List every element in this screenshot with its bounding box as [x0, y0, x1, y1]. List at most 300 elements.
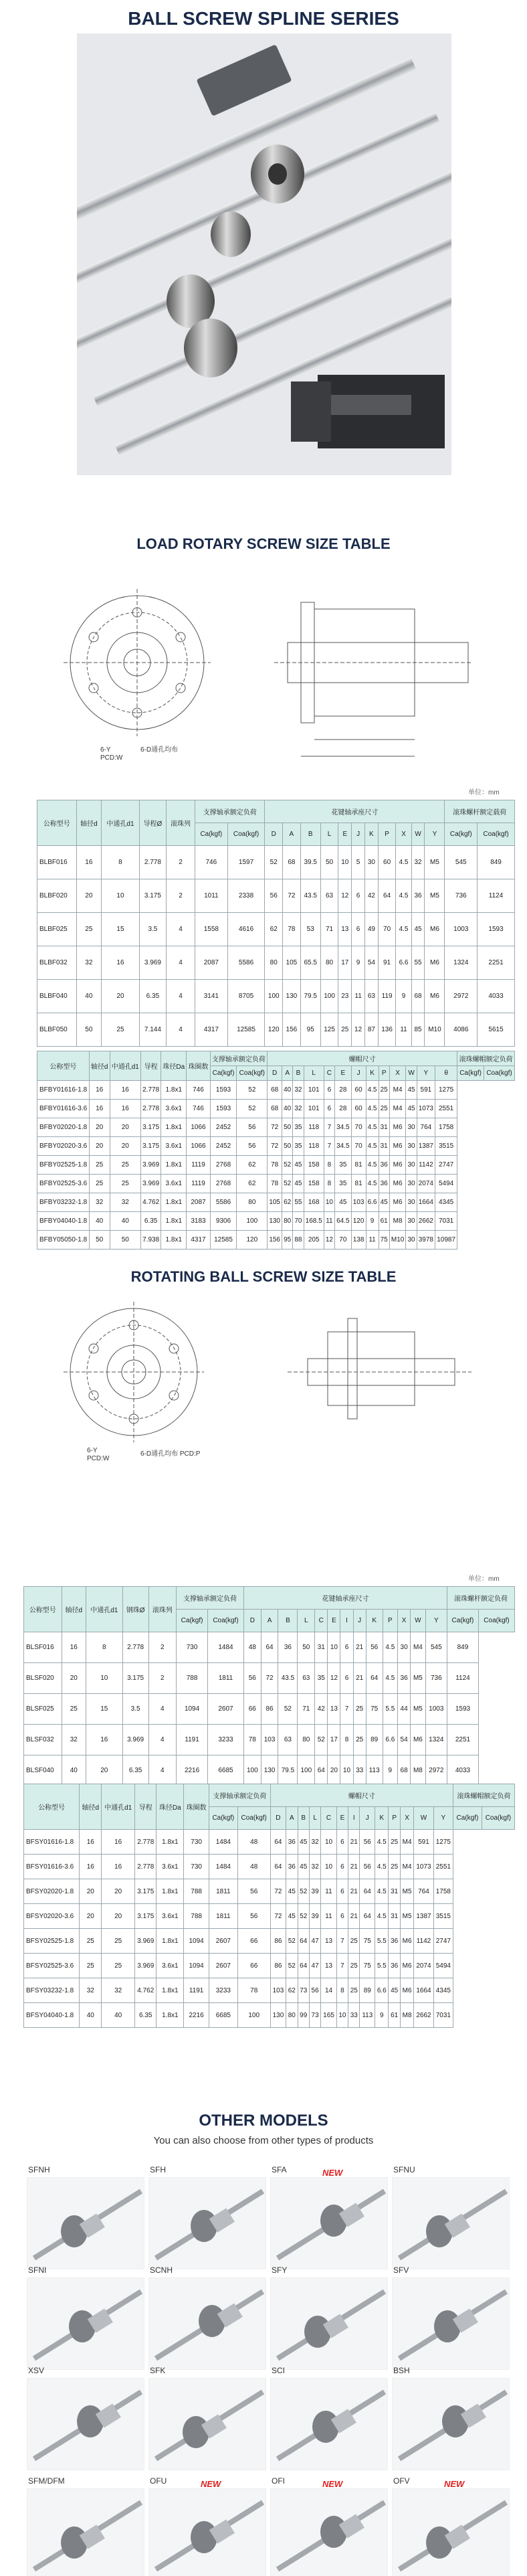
holes-label-1: 6-Y — [100, 746, 111, 754]
table-cell: 1.8x1 — [161, 1118, 187, 1137]
product-card[interactable] — [148, 2476, 266, 2576]
table-cell: 3.969 — [135, 1929, 156, 1954]
table-cell: 9 — [352, 946, 365, 980]
table-cell: 20 — [80, 1904, 102, 1929]
table-cell: 2747 — [433, 1929, 453, 1954]
table-header-cell: 公称型号 — [37, 1051, 90, 1081]
table-cell: BFBY02020-1.8 — [37, 1118, 90, 1137]
ball-screw-nut-image — [271, 2278, 389, 2371]
table-cell: 31 — [315, 1632, 328, 1663]
table-cell: 1593 — [447, 1694, 478, 1725]
table-cell: 7.938 — [141, 1231, 161, 1250]
table-cell: 48 — [243, 1632, 261, 1663]
table-cell: 21 — [348, 1855, 360, 1879]
table-cell: 63 — [320, 879, 338, 913]
table-cell: 45 — [298, 1855, 309, 1879]
table-cell: 65.5 — [300, 946, 320, 980]
table-header-cell: 支撑轴承额定负荷 — [210, 1051, 268, 1066]
table-cell: BFBY01616-3.6 — [37, 1100, 90, 1118]
table-cell: 4 — [148, 1755, 177, 1786]
table-cell: 1387 — [417, 1137, 435, 1156]
table-cell: 1324 — [445, 946, 478, 980]
product-card[interactable] — [270, 2165, 388, 2272]
table-cell: 2.778 — [135, 1855, 156, 1879]
table-cell: 3.175 — [141, 1137, 161, 1156]
table-header-cell: 中通孔d1 — [110, 1051, 140, 1081]
table-cell: 31 — [389, 1904, 400, 1929]
table-cell: 4 — [167, 1013, 195, 1047]
table-cell: 4.5 — [383, 1663, 397, 1694]
table-cell: 6.6 — [396, 946, 411, 980]
table-cell: 42 — [315, 1694, 328, 1725]
table-cell: 43.5 — [300, 879, 320, 913]
table-row — [24, 1879, 515, 1904]
table-cell: 4.5 — [375, 1830, 389, 1855]
table-cell: 16 — [76, 846, 102, 879]
table-cell: 91 — [378, 946, 396, 980]
product-card[interactable] — [392, 2476, 510, 2576]
table-cell: 40 — [89, 1212, 110, 1231]
table-cell: 3233 — [208, 1725, 244, 1755]
table-cell: 68 — [411, 980, 425, 1013]
table-cell: 30 — [406, 1118, 417, 1137]
table-cell: 52 — [237, 1081, 268, 1100]
table-cell: 52 — [286, 1954, 298, 1978]
table-cell: 99 — [298, 2003, 309, 2028]
table-cell: 730 — [177, 1632, 208, 1663]
table-header-cell: D — [265, 823, 283, 846]
pcd-label-2: PCD:W — [87, 1455, 110, 1462]
table-cell: 78 — [283, 913, 301, 946]
table-cell: 4345 — [433, 1978, 453, 2003]
table-cell: 13 — [338, 913, 352, 946]
table-cell: BLSF025 — [24, 1694, 62, 1725]
table-header-cell: 导程 — [135, 1784, 156, 1830]
other-models-title: OTHER MODELS — [199, 2112, 328, 2130]
product-image — [27, 2278, 144, 2370]
table-header-cell: X — [400, 1807, 413, 1830]
product-card[interactable] — [27, 2366, 144, 2473]
table-cell: 56 — [237, 1904, 270, 1929]
table-cell: 9 — [366, 1212, 379, 1231]
table-header-cell: 珠径Da — [161, 1051, 187, 1081]
table-cell: 71 — [298, 1694, 315, 1725]
table-header-cell: Coa(kgf) — [237, 1807, 270, 1830]
table-cell: 10 — [340, 1755, 353, 1786]
table-cell: 205 — [304, 1231, 324, 1250]
table-cell: 25 — [353, 1694, 366, 1725]
table-cell: M6 — [389, 1137, 406, 1156]
product-card[interactable] — [392, 2366, 510, 2473]
table-cell: 13 — [321, 1954, 336, 1978]
product-card-label: SFH — [150, 2165, 166, 2174]
table-header-cell: 轴径d — [76, 800, 102, 846]
product-image — [392, 2378, 510, 2470]
table-header-cell: 轴径d — [80, 1784, 102, 1830]
table-cell: BFSY02020-3.6 — [24, 1904, 80, 1929]
table-header-cell: 螺帽尺寸 — [268, 1051, 457, 1066]
table-cell: 20 — [80, 1879, 102, 1904]
table-cell: 48 — [237, 1830, 270, 1855]
table-cell: 1119 — [187, 1175, 210, 1193]
table-cell: 21 — [353, 1663, 366, 1694]
table-cell: 2087 — [187, 1193, 210, 1212]
table-cell: BFSY02525-1.8 — [24, 1929, 80, 1954]
table-cell: 64 — [315, 1755, 328, 1786]
table-header-cell: 公称型号 — [24, 1784, 80, 1830]
table-cell: 30 — [406, 1193, 417, 1212]
table-cell: 2768 — [210, 1175, 237, 1193]
table-header-cell: D — [270, 1807, 286, 1830]
table-cell: 1.8x1 — [156, 1830, 184, 1855]
table-header-cell: Coa(kgf) — [478, 823, 515, 846]
table-cell: 6 — [336, 1904, 348, 1929]
table-cell: 36 — [398, 1663, 411, 1694]
table-cell: BLSF040 — [24, 1755, 62, 1786]
table-cell: M5 — [411, 1663, 425, 1694]
ball-screw-nut-image — [27, 2379, 145, 2471]
table-header-cell: W — [411, 1610, 425, 1632]
table-cell: 56 — [237, 1879, 270, 1904]
table-cell: 4.5 — [366, 1137, 379, 1156]
other-models-subtitle: You can also choose from other types of products — [153, 2135, 374, 2146]
table-cell: 52 — [237, 1100, 268, 1118]
table-cell: 64.5 — [335, 1212, 352, 1231]
table-cell: 2074 — [414, 1954, 433, 1978]
table-cell: 4 — [148, 1725, 177, 1755]
table-header-cell: B — [298, 1807, 309, 1830]
table-row — [37, 846, 515, 879]
table-cell: 8 — [324, 1175, 334, 1193]
table-cell: 40 — [80, 2003, 102, 2028]
table-cell: 8 — [86, 1632, 122, 1663]
table-cell: 3.5 — [122, 1694, 148, 1725]
table-cell: 80 — [237, 1193, 268, 1212]
table-cell: 50 — [76, 1013, 102, 1047]
table-cell: 1664 — [414, 1978, 433, 2003]
table-header-cell: Ca(kgf) — [209, 1807, 238, 1830]
table-cell: 40 — [76, 980, 102, 1013]
table-cell: M6 — [425, 980, 445, 1013]
table-cell: 63 — [298, 1663, 315, 1694]
table-cell: 66 — [237, 1929, 270, 1954]
table-cell: 89 — [366, 1725, 383, 1755]
table-cell: 8705 — [227, 980, 265, 1013]
hero-product-image — [77, 33, 451, 475]
table-cell: 55 — [411, 946, 425, 980]
table-cell: 62 — [237, 1156, 268, 1175]
table-header-cell: Coa(kgf) — [484, 1066, 515, 1081]
table-cell: 2.778 — [139, 846, 166, 879]
table-cell: 3.969 — [135, 1954, 156, 1978]
table-cell: 7031 — [435, 1212, 457, 1231]
table-cell: 6.6 — [375, 1978, 389, 2003]
table-cell: M10 — [425, 1013, 445, 1047]
table-cell: 16 — [102, 1855, 135, 1879]
product-card[interactable] — [27, 2165, 144, 2272]
new-badge: NEW — [322, 2479, 343, 2489]
table-header-cell: P — [379, 1066, 389, 1081]
table-cell: BLSF032 — [24, 1725, 62, 1755]
product-card[interactable] — [270, 2476, 388, 2576]
table-cell: 3.6x1 — [156, 1954, 184, 1978]
table-cell: 54 — [364, 946, 378, 980]
table-header-cell: 轴径d — [62, 1587, 86, 1632]
table-cell: 3233 — [209, 1978, 238, 2003]
table-cell: 52 — [298, 1879, 309, 1904]
table-cell: 78 — [268, 1156, 282, 1175]
table-cell: 4033 — [478, 980, 515, 1013]
table-row — [37, 1118, 515, 1137]
table-cell: 25 — [348, 1929, 360, 1954]
table-cell: 1142 — [414, 1929, 433, 1954]
ball-screw-nut-image — [393, 2489, 510, 2576]
table-cell: 20 — [328, 1755, 340, 1786]
table-header-cell: 公称型号 — [24, 1587, 62, 1632]
table-cell: 80 — [286, 2003, 298, 2028]
table-cell: 25 — [102, 1929, 135, 1954]
table-cell: 45 — [335, 1193, 352, 1212]
table-cell: 36 — [278, 1632, 298, 1663]
table-cell: 10 — [321, 1830, 336, 1855]
table-cell: 1119 — [187, 1156, 210, 1175]
table-cell: 73 — [309, 2003, 320, 2028]
table-row — [37, 1100, 515, 1118]
table-cell: M6 — [389, 1175, 406, 1193]
table-cell: 7 — [324, 1137, 334, 1156]
table-cell: BFBY04040-1.8 — [37, 1212, 90, 1231]
table-cell: 21 — [353, 1632, 366, 1663]
table-cell: 9306 — [210, 1212, 237, 1231]
table-cell: 80 — [265, 946, 283, 980]
table-cell: 39.5 — [300, 846, 320, 879]
table-cell: 3141 — [195, 980, 228, 1013]
table-cell: 15 — [102, 913, 140, 946]
table-cell: 4.5 — [375, 1855, 389, 1879]
table-cell: 2216 — [184, 2003, 209, 2028]
table-cell: 25 — [80, 1954, 102, 1978]
table-cell: BLSF020 — [24, 1663, 62, 1694]
table-header-cell: Ca(kgf) — [447, 1610, 478, 1632]
product-card[interactable] — [148, 2366, 266, 2473]
table-cell: BFSY01616-3.6 — [24, 1855, 80, 1879]
table-cell: 5 — [352, 846, 365, 879]
table-cell: 6 — [336, 1879, 348, 1904]
table-cell: 20 — [110, 1137, 140, 1156]
table-header-cell: X — [396, 823, 411, 846]
table-cell: M6 — [425, 946, 445, 980]
table-cell: 78 — [237, 1978, 270, 2003]
table-header-cell: B — [293, 1066, 304, 1081]
table-row — [24, 1855, 515, 1879]
product-card[interactable] — [148, 2165, 266, 2272]
table-row — [37, 913, 515, 946]
product-image — [270, 2488, 388, 2576]
ball-screw-nut-image — [149, 2379, 267, 2471]
table-cell: 17 — [338, 946, 352, 980]
table-cell: 11 — [396, 1013, 411, 1047]
table-row — [24, 2003, 515, 2028]
table-cell: 36 — [389, 1929, 400, 1954]
product-image — [392, 2177, 510, 2269]
ball-screw-nut-image — [149, 2489, 267, 2576]
table-cell: 32 — [80, 1978, 102, 2003]
table-cell: 70 — [351, 1137, 366, 1156]
product-card[interactable] — [27, 2265, 144, 2373]
table-cell: 6 — [324, 1100, 334, 1118]
table-cell: 88 — [293, 1231, 304, 1250]
table-cell: 20 — [76, 879, 102, 913]
table-cell: 16 — [102, 1830, 135, 1855]
product-card[interactable] — [270, 2265, 388, 2373]
table-cell: 45 — [293, 1156, 304, 1175]
table-header-cell: 滚珠螺杆额定负荷 — [447, 1587, 514, 1610]
table-cell: M5 — [425, 846, 445, 879]
table-cell: 8 — [102, 846, 140, 879]
table-cell: 52 — [265, 846, 283, 879]
table-cell: 25 — [353, 1725, 366, 1755]
table-cell: 4.5 — [366, 1175, 379, 1193]
table-cell: 2251 — [478, 946, 515, 980]
product-card[interactable] — [392, 2165, 510, 2272]
table-cell: 13 — [321, 1929, 336, 1954]
table-header-cell: P — [389, 1807, 400, 1830]
product-card-label: SFY — [272, 2265, 288, 2275]
table-cell: 45 — [293, 1175, 304, 1193]
table-header-cell: Ca(kgf) — [177, 1610, 208, 1632]
product-card[interactable] — [270, 2366, 388, 2473]
table-cell: 5.5 — [383, 1694, 397, 1725]
table-cell: 16 — [80, 1830, 102, 1855]
table-cell: 1.8x1 — [161, 1081, 187, 1100]
table-cell: 9 — [375, 2003, 389, 2028]
table-cell: 17 — [328, 1725, 340, 1755]
table-cell: 6.35 — [139, 980, 166, 1013]
product-image — [270, 2278, 388, 2370]
table-cell: 10 — [328, 1632, 340, 1663]
table-cell: 2 — [167, 846, 195, 879]
table-cell: 8 — [324, 1156, 334, 1175]
table-cell: 2551 — [435, 1100, 457, 1118]
table-cell: 45 — [406, 1081, 417, 1100]
table-cell: 1387 — [414, 1904, 433, 1929]
table-cell: 2607 — [209, 1954, 238, 1978]
table-cell: 2 — [148, 1663, 177, 1694]
ball-screw-nut-image — [393, 2178, 510, 2270]
table-cell: 32 — [110, 1193, 140, 1212]
table-cell: BLBF025 — [37, 913, 77, 946]
table-header-cell: E — [336, 1807, 348, 1830]
product-image — [148, 2278, 266, 2370]
table-cell: 64 — [378, 879, 396, 913]
table-cell: 64 — [298, 1929, 309, 1954]
table-cell: 34.5 — [335, 1137, 352, 1156]
table-cell: M6 — [400, 1954, 413, 1978]
table-row — [37, 980, 515, 1013]
table-header-cell: K — [366, 1066, 379, 1081]
product-image — [27, 2488, 144, 2576]
table-cell: 68 — [268, 1081, 282, 1100]
table-cell: 6.35 — [135, 2003, 156, 2028]
product-image — [27, 2378, 144, 2470]
table-cell: 35 — [335, 1156, 352, 1175]
table-cell: 42 — [364, 879, 378, 913]
table-cell: 80 — [320, 946, 338, 980]
product-card-label: BSH — [393, 2366, 410, 2375]
table-cell: 125 — [320, 1013, 338, 1047]
rotating-spline-table — [23, 1586, 515, 1786]
table-cell: 45 — [286, 1879, 298, 1904]
product-card[interactable] — [27, 2476, 144, 2576]
table-cell: 5615 — [478, 1013, 515, 1047]
table-header-cell: W — [406, 1066, 417, 1081]
table-cell: M6 — [389, 1193, 406, 1212]
table-cell: BFBY03232-1.8 — [37, 1193, 90, 1212]
product-card[interactable] — [148, 2265, 266, 2373]
product-card[interactable] — [392, 2265, 510, 2373]
table-cell: 40 — [110, 1212, 140, 1231]
table-row — [24, 1929, 515, 1954]
table-cell: 2768 — [210, 1156, 237, 1175]
table-cell: 1.8x1 — [161, 1156, 187, 1175]
table-cell: 118 — [304, 1118, 324, 1137]
table-cell: 113 — [366, 1755, 383, 1786]
table-header-cell: Coa(kgf) — [482, 1807, 514, 1830]
table-cell: 56 — [366, 1632, 383, 1663]
table-cell: BFBY05050-1.8 — [37, 1231, 90, 1250]
table-cell: 6 — [340, 1632, 353, 1663]
table-cell: 20 — [102, 1904, 135, 1929]
table-cell: 100 — [237, 2003, 270, 2028]
table-cell: 12 — [338, 879, 352, 913]
table-header-cell: θ — [435, 1066, 457, 1081]
table-header-cell: 轴径d — [89, 1051, 110, 1081]
table-cell: 30 — [406, 1137, 417, 1156]
table-cell: 5.5 — [375, 1954, 389, 1978]
table-cell: 87 — [364, 1013, 378, 1047]
table-cell: 118 — [304, 1137, 324, 1156]
table-cell: 1011 — [195, 879, 228, 913]
product-card-label: SFV — [393, 2265, 409, 2275]
table-cell: 113 — [360, 2003, 375, 2028]
table-cell: 1593 — [210, 1100, 237, 1118]
table-cell: 11 — [366, 1231, 379, 1250]
table-cell: BFSY01616-1.8 — [24, 1830, 80, 1855]
table-cell: 66 — [243, 1694, 261, 1725]
table-header-cell: A — [282, 1066, 293, 1081]
table-header-cell: D — [243, 1610, 261, 1632]
table-cell: 591 — [417, 1081, 435, 1100]
table-header-row — [37, 800, 515, 823]
table-cell: 1597 — [227, 846, 265, 879]
table-cell: 2251 — [447, 1725, 478, 1755]
table-cell: 4317 — [195, 1013, 228, 1047]
ball-screw-nut-image — [27, 2489, 145, 2576]
table-cell: 3.175 — [141, 1118, 161, 1137]
table-cell: 1.8x1 — [156, 1929, 184, 1954]
table-cell: 12 — [352, 1013, 365, 1047]
table-cell: 119 — [378, 980, 396, 1013]
table-header-cell: E — [328, 1610, 340, 1632]
table-cell: 56 — [265, 879, 283, 913]
table-cell: 1484 — [209, 1855, 238, 1879]
table-header-cell: Coa(kgf) — [478, 1610, 514, 1632]
table-cell: 100 — [320, 980, 338, 1013]
table-cell: 16 — [80, 1855, 102, 1879]
table-cell: 25 — [102, 1954, 135, 1978]
table-cell: 81 — [351, 1156, 366, 1175]
table-cell: M4 — [411, 1632, 425, 1663]
